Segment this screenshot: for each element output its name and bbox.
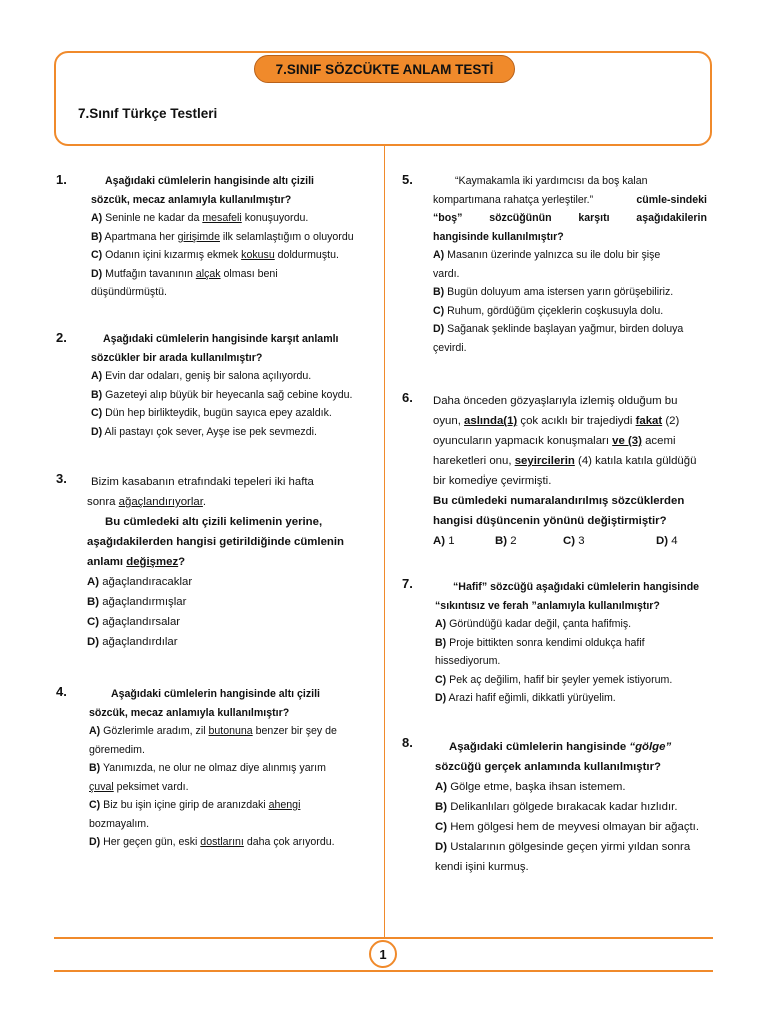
question-4-stem-line2: sözcük, mecaz anlamıyla kullanılmıştır? <box>89 706 290 719</box>
question-6-option-a[interactable]: A) 1 <box>433 535 455 547</box>
question-6-text-line2: oyun, aslında(1) çok acıklı bir trajediydi fakat (2) <box>433 415 680 427</box>
question-2-option-a[interactable]: A) Evin dar odaları, geniş bir salona açılıyordu. <box>91 370 312 382</box>
question-6-text-line4: hareketleri onu, seyircilerin (4) katıla katıla güldüğü <box>433 455 697 467</box>
question-7-option-c[interactable]: C) Pek aç değilim, hafif bir şeyler yemek istiyorum. <box>435 673 673 686</box>
question-4 <box>89 685 337 852</box>
question-6 <box>433 391 713 551</box>
question-5-stem-line1: “boş” sözcüğünün karşıtı aşağıdakilerin <box>433 212 707 224</box>
footer-line-bottom <box>54 970 713 972</box>
question-4-option-a[interactable]: A) Gözlerimle aradım, zil butonuna benzer bir şey de göremedim. <box>89 725 337 756</box>
question-3-stem-line2: aşağıdakilerden hangisi getirildiğinde cümlenin <box>87 536 344 548</box>
question-1-number: 1. <box>56 172 67 187</box>
question-2-option-c[interactable]: C) Dün hep birlikteydik, bugün sayıca epey azaldık. <box>91 407 332 419</box>
question-3-option-c[interactable]: C) ağaçlandırsalar <box>87 616 181 628</box>
question-3-number: 3. <box>56 471 67 486</box>
question-5-option-b[interactable]: B) Bugün doluyum ama istersen yarın görüşebiliriz. <box>433 286 674 298</box>
page-subtitle: 7.Sınıf Türkçe Testleri <box>78 106 218 121</box>
question-6-option-d[interactable]: D) 4 <box>656 535 678 547</box>
page-number: 1 <box>369 940 397 968</box>
question-4-stem-line1: Aşağıdaki cümlelerin hangisinde altı çizili <box>111 688 320 700</box>
question-2 <box>91 330 352 441</box>
question-2-stem-line1: Aşağıdaki cümlelerin hangisinde karşıt anlamlı <box>103 333 339 345</box>
question-6-text-line1: Daha önceden gözyaşlarıyla izlemiş olduğum bu <box>433 395 678 407</box>
question-5 <box>433 172 707 357</box>
question-3-stem-line1: Bu cümledeki altı çizili kelimenin yerine, <box>105 516 323 528</box>
question-8-number: 8. <box>402 735 413 750</box>
question-2-number: 2. <box>56 330 67 345</box>
page-title: 7.SINIF SÖZCÜKTE ANLAM TESTİ <box>254 55 515 83</box>
question-6-stem-line1: Bu cümledeki numaralandırılmış sözcüklerden <box>433 495 685 507</box>
question-6-text-line5: bir komedi̇ye çevirmişti. <box>433 475 552 487</box>
question-5-option-c[interactable]: C) Ruhum, gördüğüm çiçeklerin coşkusuyla dolu. <box>433 304 664 317</box>
question-8-option-d[interactable]: D) Ustalarının gölgesinde geçen yirmi yıldan sonra kendi işini kurmuş. <box>435 841 691 873</box>
question-3-option-b[interactable]: B) ağaçlandırmışlar <box>87 596 187 608</box>
question-6-stem-line2: hangisi düşüncenin yönünü değiştirmiştir? <box>433 515 667 527</box>
question-8 <box>435 737 699 877</box>
question-7-option-b[interactable]: B) Proje bittikten sonra kendimi oldukça hafif hissediyorum. <box>435 636 645 667</box>
question-1-option-b[interactable]: B) Apartmana her girişimde ilk selamlaştığım o oluyordu <box>91 230 354 243</box>
question-7-stem-line2: “sıkıntısız ve ferah ”anlamıyla kullanılmıştır? <box>435 599 660 612</box>
question-1-option-a[interactable]: A) Seninle ne kadar da mesafeli konuşuyordu. <box>91 212 309 224</box>
question-5-option-d[interactable]: D) Sağanak şeklinde başlayan yağmur, birden doluya çevirdi. <box>433 323 684 354</box>
question-6-text-line3: oyuncuların yapmacık konuşmaları ve (3) acemi <box>433 435 676 447</box>
question-3-stem-line3: anlamı değişmez? <box>87 556 186 568</box>
question-4-option-b[interactable]: B) Yanımızda, ne olur ne olmaz diye alınmış yarım çuval peksimet vardı. <box>89 762 326 793</box>
question-6-option-c[interactable]: C) 3 <box>563 535 585 547</box>
question-2-stem-line2: sözcükler bir arada kullanılmıştır? <box>91 351 263 364</box>
question-7-stem-line1: “Hafif” sözcüğü aşağıdaki cümlelerin hangisinde <box>453 581 700 593</box>
question-6-option-b[interactable]: B) 2 <box>495 535 517 547</box>
question-8-stem-line2: sözcüğü gerçek anlamında kullanılmıştır? <box>435 761 661 773</box>
question-3-option-a[interactable]: A) ağaçlandıracaklar <box>87 576 193 588</box>
question-5-option-a[interactable]: A) Masanın üzerinde yalnızca su ile dolu bir şişe vardı. <box>433 249 661 280</box>
question-5-text-line2: kompartımana rahatça yerleştiler.” cümle-sindeki <box>433 193 707 206</box>
question-3-text-line2: sonra ağaçlandırıyorlar. <box>87 496 207 508</box>
question-5-number: 5. <box>402 172 413 187</box>
question-3 <box>87 472 344 652</box>
footer-line-top <box>54 937 713 939</box>
question-4-option-c[interactable]: C) Biz bu işin içine girip de aranızdaki ahengi bozmayalım. <box>89 799 301 830</box>
question-8-option-b[interactable]: B) Delikanlıları gölgede bırakacak kadar hızlıdır. <box>435 801 678 813</box>
question-1-option-d[interactable]: D) Mutfağın tavanının alçak olması beni düşündürmüştü. <box>91 267 278 298</box>
question-3-option-d[interactable]: D) ağaçlandırdılar <box>87 636 178 648</box>
question-5-stem-line2: hangisinde kullanılmıştır? <box>433 230 564 243</box>
question-7 <box>435 578 699 708</box>
question-1-option-c[interactable]: C) Odanın içini kızarmış ekmek kokusu doldurmuştu. <box>91 249 339 261</box>
question-8-option-a[interactable]: A) Gölge etme, başka ihsan istemem. <box>435 781 626 793</box>
question-5-text-line1: “Kaymakamla iki yardımcısı da boş kalan <box>455 175 648 187</box>
question-2-option-d[interactable]: D) Ali pastayı çok sever, Ayşe ise pek sevmezdi. <box>91 425 317 438</box>
question-1 <box>91 172 354 302</box>
question-3-text-line1: Bizim kasabanın etrafındaki tepeleri iki hafta <box>91 476 314 488</box>
question-6-options <box>433 531 713 551</box>
question-4-option-d[interactable]: D) Her geçen gün, eski dostlarını daha çok arıyordu. <box>89 836 335 848</box>
column-divider <box>384 146 385 937</box>
question-2-option-b[interactable]: B) Gazeteyi alıp büyük bir heyecanla sağ cebine koydu. <box>91 388 353 401</box>
question-4-number: 4. <box>56 684 67 699</box>
question-7-option-d[interactable]: D) Arazi hafif eğimli, dikkatli yürüyelim. <box>435 692 616 704</box>
question-8-option-c[interactable]: C) Hem gölgesi hem de meyvesi olmayan bir ağaçtı. <box>435 821 700 833</box>
question-8-stem-line1: Aşağıdaki cümlelerin hangisinde “gölge” <box>449 741 672 753</box>
question-1-stem-line2: sözcük, mecaz anlamıyla kullanılmıştır? <box>91 193 292 206</box>
question-7-number: 7. <box>402 576 413 591</box>
question-1-stem-line1: Aşağıdaki cümlelerin hangisinde altı çizili <box>105 175 314 187</box>
question-6-number: 6. <box>402 390 413 405</box>
question-7-option-a[interactable]: A) Göründüğü kadar değil, çanta hafifmiş. <box>435 618 632 630</box>
